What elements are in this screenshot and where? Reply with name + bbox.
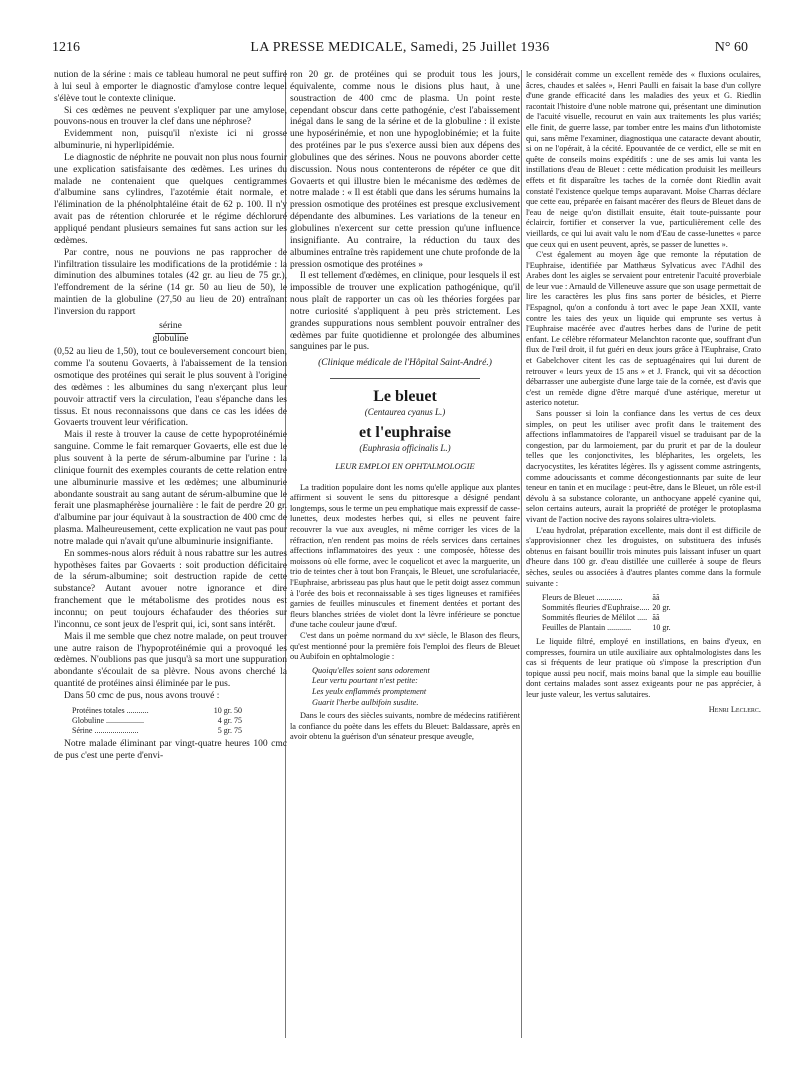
table-value: 5 gr. 75 (217, 725, 242, 735)
table-row (72, 726, 287, 736)
paragraph: L'eau hydrolat, préparation excellente, mais dont il est difficile de s'approvisionner chez les droguistes, on substituera des infusés obtenus en faisant bouillir trois minutes puis laissant infuser un quart d'heure dans 100 gr. d'eau distillée une cuillerée à soupe de fleurs sèches, seules ou associées à d'autres plantes comme dans la formule suivante : (526, 525, 761, 588)
poem-line: Guarit l'herbe aulbifoin susdite. (312, 697, 419, 707)
table-row (72, 706, 287, 716)
column-middle (290, 70, 520, 743)
recipe-ingredient: Fleurs de Bleuet ............. (542, 593, 623, 603)
fraction-numerator: sérine (155, 321, 186, 334)
recipe-aa: ãã (652, 593, 660, 603)
fraction-denominator: globuline (152, 333, 189, 344)
column-divider (521, 70, 522, 1038)
article-source: (Clinique médicale de l'Hôpital Saint-André.) (318, 358, 492, 369)
paragraph: En sommes-nous alors réduit à nous rabattre sur les autres hypothèses faites par Govaerts : soit production déficitaire de la sérum-albumine; soit destruction rapide de cette substance? Autant avouer notre ignorance et dire franchement que le métabolisme des protides nous est inconnu; on peut toujours échafauder des théories sur l'inconnu, ce sont jeux de l'esprit qui, ici, sont sans intérêt. (54, 548, 287, 630)
paragraph: Mais il reste à trouver la cause de cette hypoprotéinémie sanguine. Comme le fait remarquer Govaerts, elle est due le plus souvent à la perte de sérum-albumine par l'urine : la clinique fournit des exemples courants de cette relation entre une albuminurie massive et les œdèmes; une albuminurie abondante soustrait au sang autant de sérum-albumine que le ferait une plasmaphérèse journalière : le fait de perdre 20 gr. d'albumine par jour équivaut à la soustraction de 400 cmc de plasma. Malheureusement, cette explication ne vaut pas pour notre malade qui n'avait qu'une albuminurie insignifiante. (54, 430, 287, 547)
table-label: Sérine ...................... (72, 725, 139, 735)
ratio-fraction (54, 321, 287, 346)
table-label: Protéines totales ........... (72, 705, 149, 715)
paragraph: Evidemment non, puisqu'il n'existe ici ni grosse albuminurie, ni hyperlipidémie. (54, 129, 287, 152)
poem (312, 666, 520, 708)
paragraph: (0,52 au lieu de 1,50), tout ce bouleversement concourt bien, comme l'a soutenu Govaerts, à l'abaissement de la tension osmotique des protéines qui serait le plus souvent à l'origine des œdèmes : les albumines du sang n'exerçant plus leur pouvoir attractif vers la circulation, l'eau s'épanche dans les tissus. Et nous reconnaissons que dans ce cas les idées de Govaerts trouvent leur vérification. (54, 347, 287, 429)
paragraph: Il est tellement d'œdèmes, en clinique, pour lesquels il est impossible de trouver une explication pathogénique, qu'il nous plaît de rapporter un cas où les théories forgées par notre curiosité s'appliquent à peu près strictement. Les grandes suppurations nous semblent pouvoir entraîner des œdèmes par fuite quotidienne et prolongée des albumines sanguines par le pus. (290, 271, 520, 353)
table-label: Globuline ................... (72, 715, 144, 725)
pus-analysis-table (72, 706, 287, 736)
recipe-ingredient: Feuilles de Plantain ............ (542, 623, 632, 633)
recipe-formula (542, 593, 761, 633)
paragraph: Le diagnostic de néphrite ne pouvait non plus nous fournir une explication satisfaisante des œdèmes. Les urines du malade ne contenaient que quelques centigrammes d'albumine sans cylindres, l'azotémie était normale, et l'élimination de la phénolphtaléine était de 62 p. 100. Il n'y avait pas de rétention chlorurée et le régime déchloruré appliqué pendant plusieurs semaines fut sans action sur les œdèmes. (54, 152, 287, 246)
paragraph: Dans 50 cmc de pus, nous avons trouvé : (64, 690, 220, 701)
latin-name: (Euphrasia officinalis L.) (359, 442, 451, 453)
article-heading (290, 387, 520, 473)
paragraph: Sans pousser si loin la confiance dans les vertus de ces deux simples, on peut les utiliser avec profit dans le traitement des affections inflammatoires de l'appareil visuel se traduisant par de la congestion, par du larmoiement, par du prurit et par de la douleur telles que les conjonctivites, les blépharites, les orgelets, les dacryocystites, les kératites légères. Ils y agissent comme astringents, comme adoucissants et comme décongestionnants par suite de leur teneur en tanin et en mucilage : peut-être, dans le Bleuet, un rôle est-il dévolu à sa substance colorante, un anthocyane appelé cyanine qui, selon certains auteurs, aurait la propriété de protéger le protoplasma vivant de l'action nocive des rayons solaires ultra-violets. (526, 409, 761, 524)
recipe-ingredient: Sommités fleuries de Mélilot ..... (542, 613, 648, 623)
recipe-ingredient: Sommités fleuries d'Euphraise..... (542, 603, 650, 613)
article-separator (330, 378, 480, 379)
poem-line: Les yeulx enflammés promptement (312, 686, 427, 696)
recipe-quantity: 20 gr. (652, 603, 671, 613)
page-header (52, 40, 748, 60)
paragraph: Si ces œdèmes ne peuvent s'expliquer par une amylose, pouvons-nous en trouver la clef dans une néphrose? (54, 105, 287, 128)
paragraph: Notre malade éliminant par vingt-quatre heures 100 cmc de pus c'est une perte d'envi- (54, 738, 287, 761)
paragraph: Mais il me semble que chez notre malade, on peut trouver une autre raison de l'hypoprotéinémie qui a provoqué les œdèmes. N'oublions pas que jusqu'à sa mort une suppuration abondante s'écoulait de sa plèvre. Nous avons cherché la quantité de protéines ainsi éliminée par le pus. (54, 631, 287, 690)
paragraph: ron 20 gr. de protéines qui se produit tous les jours, équivalente, comme nous le disions plus haut, à une soustraction de 400 cmc de plasma. Un point reste cependant obscur dans cette pathogénie, c'est l'abaissement inégal dans le sang de la sérine et de la globuline : il existe une hyposérinémie, et non une hypoglobinémie; et la fuite des protéines par le pus s'exerce aussi bien aux dépens des globulines que des sérines. Nous ne pouvons aborder cette discussion. Nous nous contenterons de répéter ce que dit Govaerts et qui illustre bien le mécanisme des œdèmes de notre malade : « Il est établi que dans les sérums humains la pression osmotique des protéines est presque exclusivement dépendante des albumines. Les variations de la teneur en globulines n'exercent sur cette pression qu'une influence insignifiante. Au contraire, la réduction du taux des albumines entraîne très rapidement une chute profonde de la pression osmotique des protéines » (290, 70, 520, 270)
issue-number: N° 60 (714, 40, 748, 55)
article-kicker: LEUR EMPLOI EN OPHTALMOLOGIE (335, 460, 475, 471)
journal-title: LA PRESSE MEDICALE, Samedi, 25 Juillet 1936 (250, 40, 550, 55)
paragraph: C'est dans un poème normand du xvᵉ siècle, le Blason des fleurs, qu'est mentionné pour la première fois l'emploi des fleurs de Bleuet ou Aubifoin en ophtalmologie : (290, 630, 520, 662)
article-title: et l'euphraise (359, 423, 451, 441)
paragraph: le considérait comme un excellent remède des « fluxions oculaires, âcres, chaudes et salées », Henri Paulli en faisait la base d'un collyre d'une grande efficacité dans les maladies des yeux et G. Riedlin racontait l'histoire d'une noble matrone qui, présentant une diminution de l'acuité visuelle, recourut en vain aux traitements les plus variés; elle finit, de guerre lasse, par tomber entre les mains d'un lithotomiste qui, sans même l'examiner, diagnostiqua une cataracte devant aboutir, si on ne l'opérait, à la cécité. Epouvantée de ce verdict, elle se mit en quête de conseils moins expéditifs : une de ses amis lui vanta les instillations d'eau de Bleuet : cette médication produisit les meilleurs effets et fit disparaître les taches de la cornée dont Riedlin avait constaté l'existence quelque temps auparavant. Moïse Charras déclare que cette eau, préparée en faisant macérer des fleurs de Bleuet dans de l'eau de neige qu'on distillait ensuite, était toute-puissante pour éclaircir, fortifier et conserver la vue, particulièrement celle des vieillards, ce qui lui avait valu le nom d'Eau de casse-lunettes « parce que ceux qui en usent peuvent, après, se passer de lunettes ». (526, 70, 761, 249)
paragraph: C'est également au moyen âge que remonte la réputation de l'Euphraise, identifiée par Matthæus Sylvaticus avec l'Adhil des Arabes dont les aigles se servaient pour entretenir l'acuité proverbiale de leur vue : Arnauld de Villeneuve assure que son usage permettait de lire les caractères les plus fins sans porter de bésicles, et Pierre l'Espagnol, qu'on a confondu à tort avec le pape Jean XXII, vante contre les taies des yeux un liquide qui emprunte ses vertus à l'Euphraise macérée avec d'autres herbes dans de l'urine de petit enfant. Le célèbre réformateur Melanchton raconte que, souffrant d'un flux de l'œil droit, il fut guéri en deux jours grâce à l'Euphraise, Crato et Gabelchover citent les cas de septuagénaires qui lui durent de retrouver « leurs yeux de 15 ans » et J. Franck, qui vit sa décoction débarrasser une aubergiste d'une large taie de la cornée, est d'avis que c'est un remède digne d'être marqué d'une astérique, meretur ut asterico notetur. (526, 250, 761, 408)
recipe-quantity: 10 gr. (652, 623, 671, 633)
table-value: 4 gr. 75 (217, 715, 242, 725)
paragraph: La tradition populaire dont les noms qu'elle applique aux plantes affirment si souvent le sens du pittoresque a désigné pendant longtemps, sous le terme un peu emphatique mais expressif de casse-lunettes, deux modestes herbes qui, si elles ne peuvent faire recouvrer la vue aux aveugles, ni même corriger les vices de la réfraction, n'en rendent pas moins de réels services dans certaines affections inflammatoires des yeux : une composée, hôtesse des moissons où elle forme, avec le coquelicot et avec la marguerite, un trio de teintes cher à tout bon Français, le Bleuet, une scrofulariacée, l'Euphraise, arbrisseau pas plus haut que le petit doigt assez commun à l'orée des bois et reconnaissable à ses tiges ligneuses et ramifiées garnies de feuilles minuscules et finement dentées et portant des fleurs blanches striées de violet dont la lèvre inférieure se ponctue d'une tache couleur jaune d'œuf. (290, 482, 520, 630)
column-right (526, 70, 761, 715)
paragraph: Dans le cours des siècles suivants, nombre de médecins ratifièrent la confiance du poète dans les effets du Bleuet: Baldassare, après en avoir obtenu la guérison d'un sénateur presque aveugle, (290, 711, 520, 742)
poem-line: Leur vertu pourtant n'est petite: (312, 676, 418, 686)
page-number: 1216 (52, 40, 80, 55)
author-signature: Henri Leclerc. (708, 704, 761, 714)
paragraph: Le liquide filtré, employé en instillations, en bains d'yeux, en compresses, fournira un utile auxiliaire aux ophtalmologistes dans les cas si fréquents de leur pratique où s'impose la prescription d'un topique aussi peu nocif, mais moins banal que la simple eau bouillie dont certains malades sont assez exigeants pour ne pas apprécier, à leur juste valeur, les vertus salutaires. (526, 637, 761, 700)
latin-name: (Centaurea cyanus L.) (364, 407, 446, 418)
table-value: 10 gr. 50 (213, 705, 242, 715)
paragraph: nution de la sérine : mais ce tableau humoral ne peut suffire à lui seul à emporter le diagnostic d'amylose contre lequel s'élève tout le contexte clinique. (54, 70, 287, 104)
recipe-aa: ãã (652, 613, 660, 623)
article-title: Le bleuet (373, 388, 437, 406)
column-left (54, 70, 287, 762)
table-row (72, 716, 287, 726)
poem-line: Quoiqu'elles soient sans odorement (312, 665, 430, 675)
paragraph: Par contre, nous ne pouvions ne pas rapprocher de l'infiltration tissulaire les modifications de la protidémie : la diminution des albumines totales (42 gr. au lieu de 75 gr.), l'effondrement de la sérine (14 gr. 50 au lieu de 50), le maintien de la globuline (27,50 au lieu de 20) entraînant l'inversion du rapport (54, 247, 287, 317)
